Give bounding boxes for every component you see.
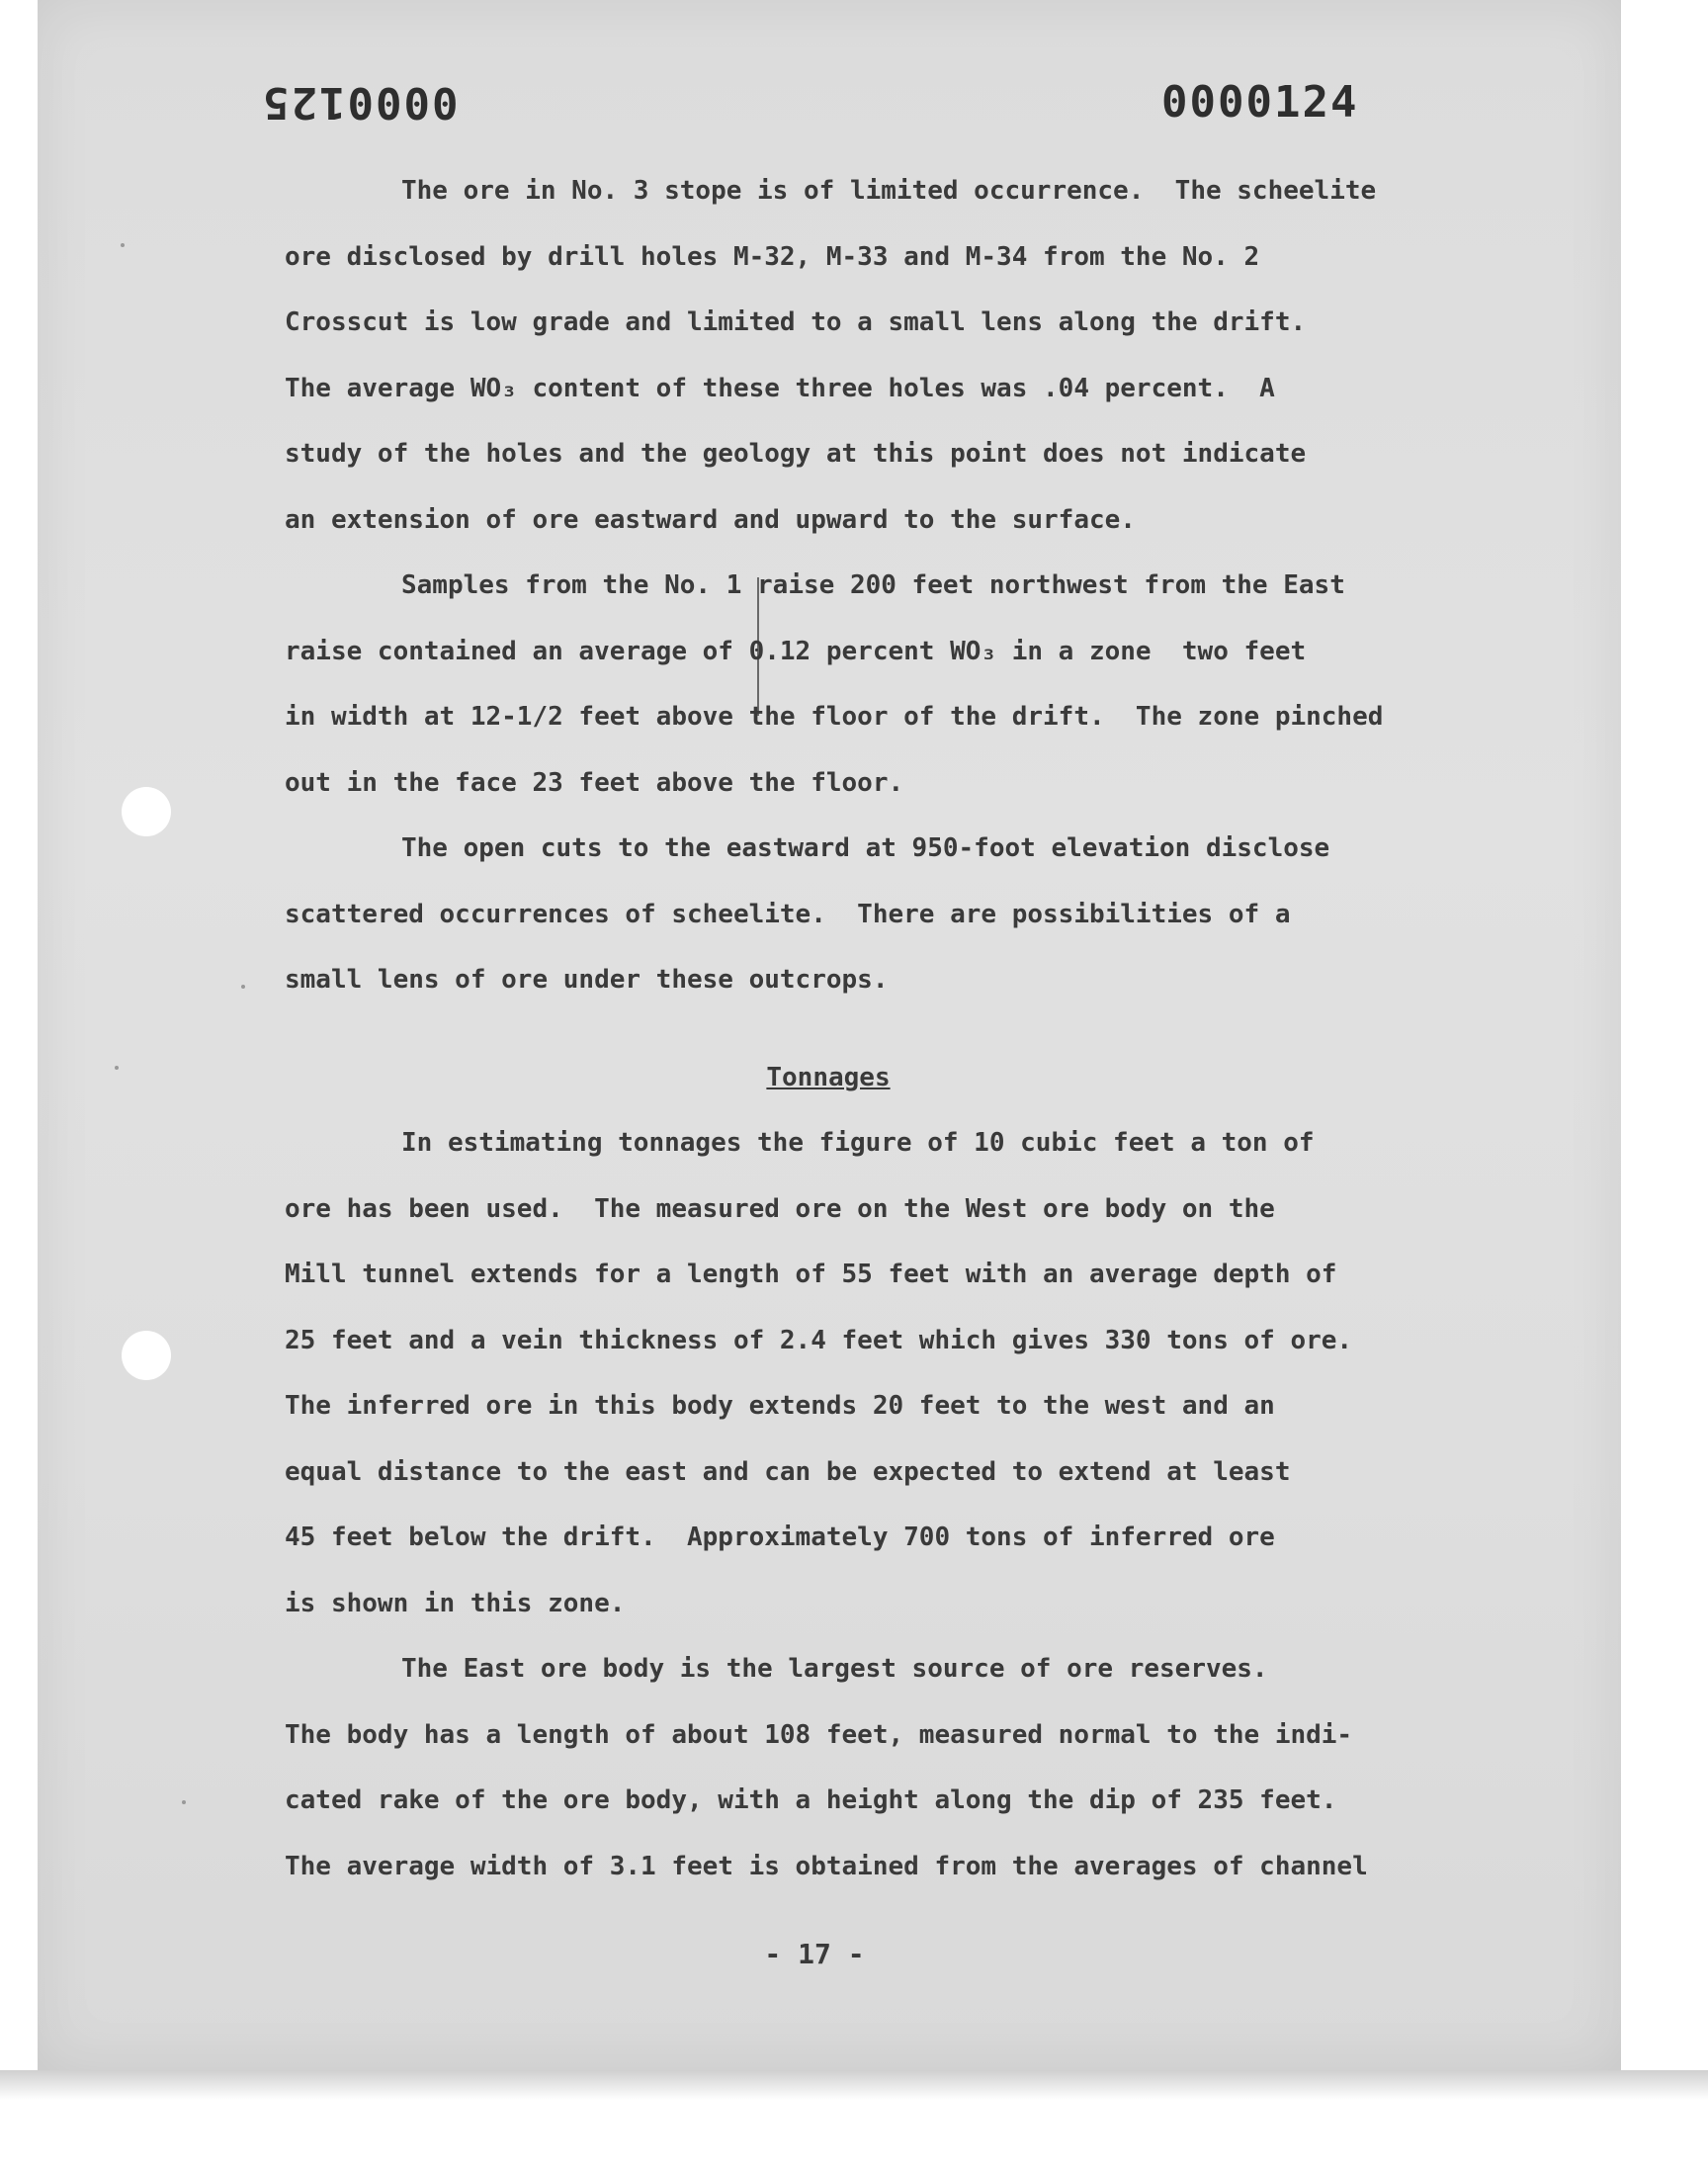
text-line: In estimating tonnages the figure of 10 cubic feet a ton of bbox=[401, 1128, 1315, 1158]
text-line: Mill tunnel extends for a length of 55 feet with an average depth of bbox=[285, 1260, 1337, 1289]
scan-speck bbox=[115, 1066, 119, 1070]
scan-speck bbox=[182, 1800, 186, 1804]
body-text bbox=[285, 158, 1451, 1899]
paragraph-4 bbox=[285, 1110, 1451, 1636]
spacer bbox=[285, 1013, 1451, 1045]
text-line: Samples from the No. 1 raise 200 feet northwest from the East bbox=[401, 570, 1345, 600]
text-line: The average width of 3.1 feet is obtained from the averages of channel bbox=[285, 1851, 1368, 1881]
scan-edge bbox=[0, 2070, 1708, 2100]
section-heading-text: Tonnages bbox=[766, 1062, 891, 1092]
text-line: Crosscut is low grade and limited to a small lens along the drift. bbox=[285, 307, 1307, 337]
text-line: out in the face 23 feet above the floor. bbox=[285, 767, 904, 798]
scan-speck bbox=[121, 243, 125, 247]
punch-hole-upper bbox=[122, 787, 171, 836]
text-line: 25 feet and a vein thickness of 2.4 feet which gives 330 tons of ore. bbox=[285, 1325, 1353, 1355]
paragraph-1 bbox=[285, 158, 1451, 553]
paragraph-3 bbox=[285, 816, 1451, 1013]
text-line: The inferred ore in this body extends 20 feet to the west and an bbox=[285, 1391, 1275, 1421]
text-line: scattered occurrences of scheelite. There are possibilities of a bbox=[285, 899, 1291, 929]
page-number: 0000124 bbox=[1161, 77, 1359, 128]
text-line: small lens of ore under these outcrops. bbox=[285, 965, 889, 995]
scan-speck bbox=[241, 985, 245, 989]
paragraph-2 bbox=[285, 553, 1451, 816]
text-line: in width at 12-1/2 feet above the floor of the drift. The zone pinched bbox=[285, 702, 1384, 732]
text-line: cated rake of the ore body, with a height along the dip of 235 feet. bbox=[285, 1785, 1337, 1815]
text-line: is shown in this zone. bbox=[285, 1588, 626, 1618]
text-line: ore has been used. The measured ore on the West ore body on the bbox=[285, 1193, 1275, 1224]
text-line: an extension of ore eastward and upward to the surface. bbox=[285, 504, 1136, 535]
text-line: 45 feet below the drift. Approximately 700 tons of inferred ore bbox=[285, 1522, 1275, 1552]
text-line: equal distance to the east and can be expected to extend at least bbox=[285, 1456, 1291, 1487]
text-line: The open cuts to the eastward at 950-foot elevation disclose bbox=[401, 833, 1330, 863]
mirrored-page-number: 0000125 bbox=[261, 77, 459, 128]
text-line: study of the holes and the geology at this point does not indicate bbox=[285, 439, 1307, 469]
text-line: raise contained an average of 0.12 percent WO₃ in a zone two feet bbox=[285, 636, 1307, 666]
text-line: The ore in No. 3 stope is of limited occurrence. The scheelite bbox=[401, 176, 1377, 206]
section-heading bbox=[285, 1045, 1372, 1111]
paragraph-5 bbox=[285, 1636, 1451, 1899]
page-footer: - 17 - bbox=[764, 1938, 865, 1970]
text-line: ore disclosed by drill holes M-32, M-33 and M-34 from the No. 2 bbox=[285, 241, 1260, 272]
text-line: The body has a length of about 108 feet, measured normal to the indi- bbox=[285, 1719, 1353, 1750]
text-line: The East ore body is the largest source of ore reserves. bbox=[401, 1654, 1268, 1684]
punch-hole-lower bbox=[122, 1331, 171, 1380]
text-line: The average WO₃ content of these three holes was .04 percent. A bbox=[285, 373, 1275, 403]
